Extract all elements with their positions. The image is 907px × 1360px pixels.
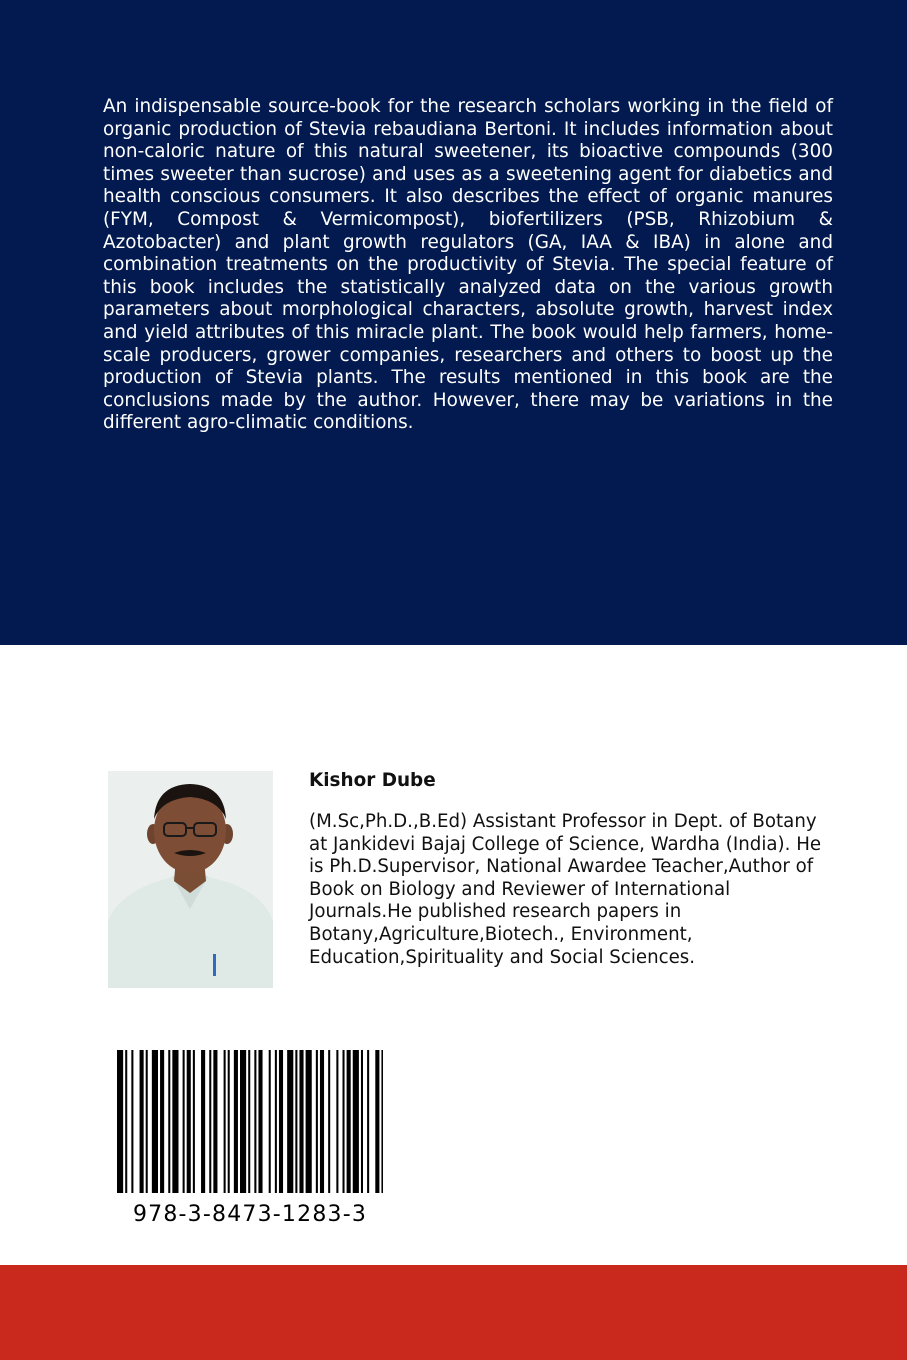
barcode-bar xyxy=(320,1050,324,1193)
barcode-bar xyxy=(336,1050,338,1193)
barcode-bar xyxy=(209,1050,211,1193)
isbn-number: 978-3-8473-1283-3 xyxy=(132,1202,368,1227)
barcode-bar xyxy=(328,1050,330,1193)
barcode-bar xyxy=(213,1050,217,1193)
barcode-bar xyxy=(316,1050,318,1193)
barcode-bar xyxy=(201,1050,205,1193)
barcode-bar xyxy=(146,1050,148,1193)
barcode-bar xyxy=(299,1050,303,1193)
red-stripe xyxy=(0,1265,907,1360)
barcode-bar xyxy=(306,1050,312,1193)
barcode-bar xyxy=(295,1050,297,1193)
barcode-bar xyxy=(140,1050,144,1193)
barcode-bar xyxy=(131,1050,133,1193)
blurb-panel xyxy=(0,0,907,645)
barcode-bar xyxy=(248,1050,250,1193)
barcode-bar xyxy=(279,1050,283,1193)
barcode-bar xyxy=(275,1050,277,1193)
barcode-bar xyxy=(361,1050,363,1193)
author-name: Kishor Dube xyxy=(309,770,436,791)
barcode-bar xyxy=(287,1050,293,1193)
barcode-bar xyxy=(172,1050,178,1193)
isbn-barcode xyxy=(117,1050,383,1193)
barcode-bar xyxy=(160,1050,164,1193)
barcode-bar xyxy=(269,1050,271,1193)
barcode-bar xyxy=(125,1050,127,1193)
author-portrait-image xyxy=(108,771,273,988)
barcode-bar xyxy=(353,1050,359,1193)
barcode-bar xyxy=(240,1050,246,1193)
author-bio: (M.Sc,Ph.D.,B.Ed) Assistant Professor in Dept. of Botany at Jankidevi Bajaj College of Science, Wardha (India). He is Ph.D.Supervisor, National Awardee Teacher,Author of Book on Biology and Reviewer of International Journals.He published research papers in Botany,Agriculture,Biotech., Environment, Education,Spirituality and Social Sciences. xyxy=(309,811,822,968)
barcode-bar xyxy=(347,1050,351,1193)
barcode-bar xyxy=(187,1050,191,1193)
book-blurb: An indispensable source-book for the research scholars working in the field of organic production of Stevia rebaudiana Bertoni. It includes information about non-caloric nature of this natural sweetener, its bioactive compounds (300 times sweeter than sucrose) and uses as a sweetening agent for diabetics and health conscious consumers. It also describes the effect of organic manures (FYM, Compost & Vermicompost), biofertilizers (PSB, Rhizobium & Azotobacter) and plant growth regulators (GA, IAA & IBA) in alone and combination treatments on the productivity of Stevia. The special feature of this book includes the statistically analyzed data on the various growth parameters about morphological characters, absolute growth, harvest index and yield attributes of this miracle plant. The book would help farmers, home-scale producers, grower companies, researchers and others to boost up the production of Stevia plants. The results mentioned in this book are the conclusions made by the author. However, there may be variations in the different agro-climatic conditions. xyxy=(103,96,833,434)
barcode-bar xyxy=(228,1050,230,1193)
barcode-bar xyxy=(234,1050,238,1193)
barcode-bar xyxy=(117,1050,123,1193)
barcode-bar xyxy=(258,1050,262,1193)
barcode-bar xyxy=(381,1050,383,1193)
barcode-bar xyxy=(343,1050,345,1193)
barcode-bar xyxy=(367,1050,369,1193)
author-photo xyxy=(108,771,273,988)
barcode-bar xyxy=(254,1050,256,1193)
barcode-bar xyxy=(375,1050,379,1193)
barcode-bar xyxy=(183,1050,185,1193)
barcode-bar xyxy=(224,1050,226,1193)
barcode-bar xyxy=(152,1050,158,1193)
barcode-bar xyxy=(168,1050,170,1193)
barcode-bar xyxy=(193,1050,195,1193)
